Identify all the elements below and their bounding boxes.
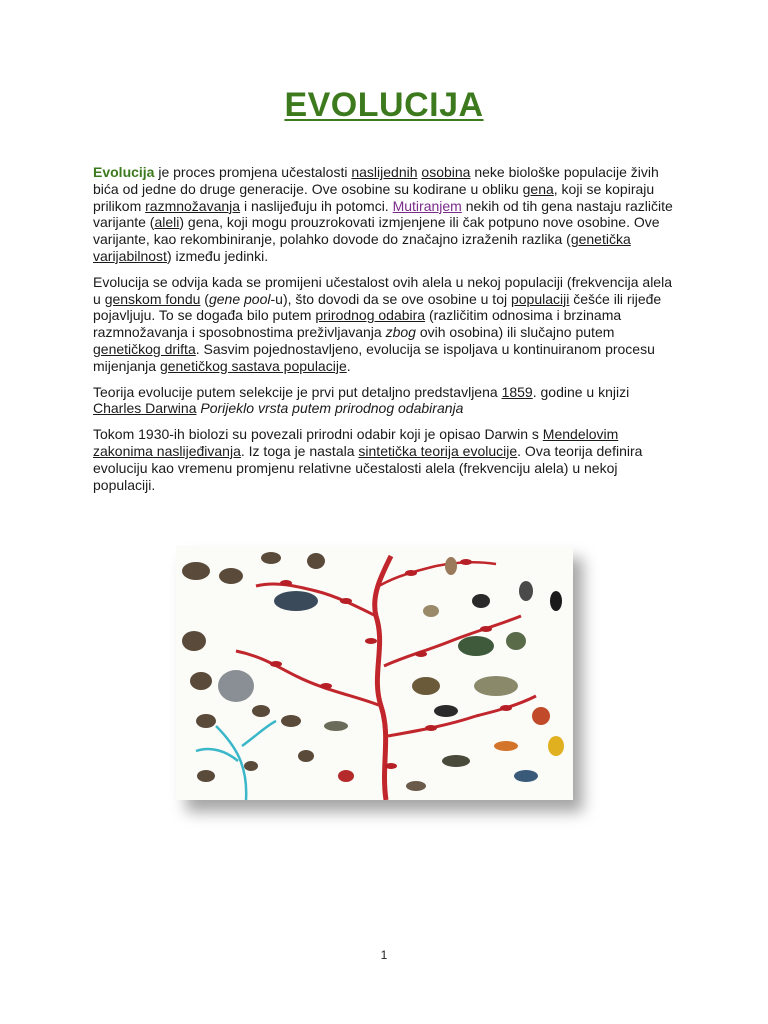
link-mutiranjem[interactable]: Mutiranjem: [392, 197, 462, 214]
paragraph-2: Evolucija se odvija kada se promijeni učestalost ovih alela u nekoj populaciji (frekvencija alela u genskom fondu (gene pool-u), što dovodi da se ove osobine u toj populaciji češće ili rijeđe pojavljuju. To se događa bilo putem prirodnog odabira (različitim odnosima i brzinama razmnožavanja i sposobnostima preživljavanja zbog ovih osobina) ili slučajno putem genetičkog drifta. Sasvim pojednostavljeno, evolucija se ispoljava u kontinuiranom procesu mijenjanja genetičkog sastava populacije.: [93, 273, 672, 374]
link-populaciji[interactable]: populaciji: [510, 290, 570, 307]
link-genskom-fondu[interactable]: genskom fondu: [104, 290, 201, 307]
link-prirodnog-odabira[interactable]: prirodnog odabira: [315, 307, 426, 324]
page-number: 1: [380, 948, 388, 962]
link-genetickog-sastava-populacije[interactable]: genetičkog sastava populacije: [159, 357, 347, 374]
link-mendelovim-zakonima[interactable]: Mendelovim zakonima naslijeđivanja: [93, 426, 619, 459]
link-naslijednih[interactable]: naslijednih: [351, 164, 418, 180]
paragraph-1: Evolucija je proces promjena učestalosti naslijednih osobina neke biološke populacije živih bića od jedne do druge generacije. Ove osobine su kodirane u obliku gena, koji se kopiraju prilikom razmnožavanja i naslijeđuju ih potomci. Mutiranjem nekih od tih gena nastaju različite varijante (aleli) gena, koji mogu prouzrokovati izmjenjene ili čak potpuno nove osobine. Ove varijante, kao rekombiniranje, polahko dovode do značajno izraženih razlika (genetička varijabilnost) između jedinki.: [93, 164, 673, 264]
link-charles-darwina[interactable]: Charles Darwina: [93, 400, 197, 417]
link-sinteticka-teorija-evolucije[interactable]: sintetička teorija evolucije: [358, 442, 518, 459]
link-genetickog-drifta[interactable]: genetičkog drifta: [93, 340, 196, 357]
link-geneticka-varijabilnost[interactable]: genetička varijabilnost: [93, 231, 631, 264]
tree-of-life-image: [176, 546, 573, 800]
paragraph-4: Tokom 1930-ih biolozi su povezali prirodni odabir koji je opisao Darwin s Mendelovim zakonima naslijeđivanja. Iz toga je nastala sintetička teorija evolucije. Ova teorija definira evoluciju kao vremenu promjenu relativne učestalosti alela (frekvenciju alela) u nekoj populaciji.: [93, 426, 643, 493]
link-1859[interactable]: 1859: [501, 383, 533, 400]
book-title: Porijeklo vrsta putem prirodnog odabiranja: [200, 400, 464, 417]
body-text: [93, 164, 675, 502]
link-gena[interactable]: gena: [522, 180, 554, 197]
link-razmnozavanja[interactable]: razmnožavanja: [145, 197, 241, 214]
page-title: EVOLUCIJA: [284, 86, 484, 124]
link-osobina[interactable]: osobina: [421, 164, 471, 180]
tree-of-life-illustration: [176, 546, 573, 800]
link-aleli[interactable]: aleli: [154, 214, 180, 231]
term-evolucija: Evolucija: [93, 164, 155, 180]
paragraph-3: Teorija evolucije putem selekcije je prvi put detaljno predstavljena 1859. godine u knjizi Charles Darwina Porijeklo vrsta putem prirodnog odabiranja: [93, 383, 630, 417]
